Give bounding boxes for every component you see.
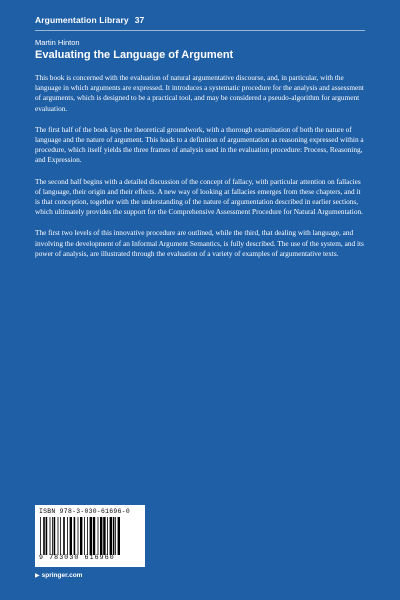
blurb-paragraph: This book is concerned with the evaluation of natural argumentative discourse, and, in particular, with the language in which arguments are expressed. It introduces a systematic procedure for the analysis and assessment of arguments, which is designed to be a practical tool, and may be considered a pseudo-algorithm for argument evaluation. xyxy=(35,73,364,113)
barcode-panel xyxy=(35,505,145,567)
barcode-icon xyxy=(39,517,141,555)
series-number: 37 xyxy=(134,15,145,25)
book-title: Evaluating the Language of Argument xyxy=(35,49,234,61)
header-divider xyxy=(35,30,365,31)
blurb-paragraph: The second half begins with a detailed discussion of the concept of fallacy, with particular attention on fallacies of language, their origin and their effects. A new way of looking at fallacies emerges from these chapters, and it is that conception, together with the understanding of the nature of argumentation described in earlier sections, which ultimately provides the support for the Comprehensive Assessment Procedure for Natural Argumentation. xyxy=(35,176,363,217)
blurb-paragraph: The first two levels of this innovative procedure are outlined, while the third, that dealing with language, and involving the development of an Informal Argument Semantics, is fully described. The use of the system, and its power of analysis, are illustrated through the evaluation of a variety of examples of argumentative texts. xyxy=(35,228,364,258)
publisher-url: springer.com xyxy=(41,572,83,579)
series-name: Argumentation Library xyxy=(35,15,129,25)
author-name: Martin Hinton xyxy=(35,38,80,47)
barcode-digits: 9 783030 616960 xyxy=(39,554,115,561)
series-line xyxy=(35,15,144,25)
blurb-text xyxy=(35,73,365,270)
publisher-link[interactable] xyxy=(35,572,82,579)
triangle-right-icon: ▶ xyxy=(35,573,40,579)
blurb-paragraph: The first half of the book lays the theoretical groundwork, with a thorough examination of both the nature of language and the nature of argument. This leads to a definition of argumentation as reasoning expressed within a procedure, which itself yields the three frames of analysis used in the evaluation procedure: Process, Reasoning, and Expression. xyxy=(35,124,364,165)
isbn-label: ISBN 978-3-030-61696-0 xyxy=(39,508,130,515)
